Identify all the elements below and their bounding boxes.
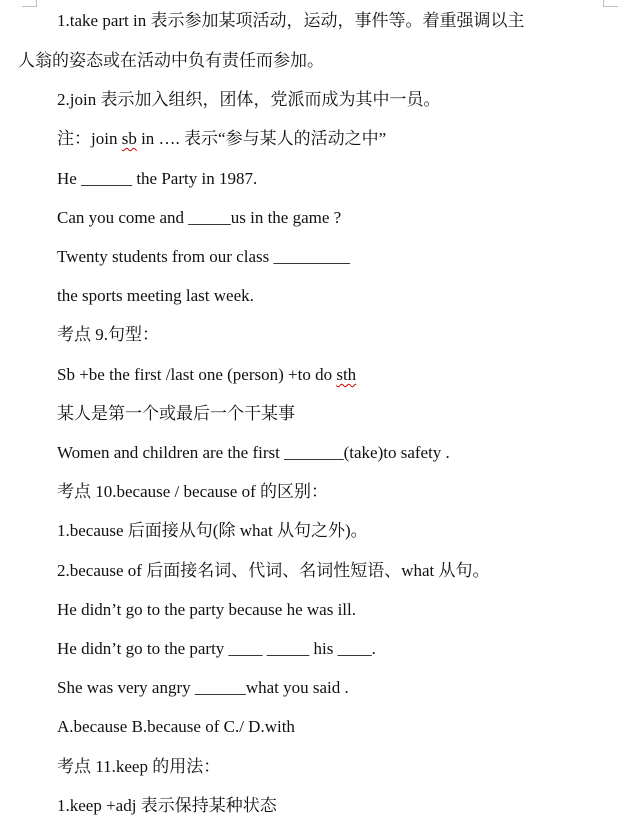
text-line-6: Can you come and _____us in the game ? — [57, 208, 342, 227]
text-line-15: 2.because of 后面接名词、代词、名词性短语、what 从句。 — [57, 561, 490, 580]
text-line-19: A.because B.because of C./ D.with — [57, 717, 295, 736]
text-line-21: 1.keep +adj 表示保持某种状态 — [57, 796, 277, 815]
text-line-18: She was very angry ______what you said . — [57, 678, 349, 697]
text-line-4 — [57, 128, 386, 150]
text-line-7: Twenty students from our class _________ — [57, 247, 350, 266]
spelling-flag-sb: sb — [121, 129, 137, 148]
join-note-prefix: 注：join — [57, 129, 122, 148]
section-heading-11: 考点 11.keep 的用法： — [57, 757, 221, 776]
join-note-rest: in …. 表示“参与某人的活动之中” — [136, 129, 387, 148]
text-line-8: the sports meeting last week. — [57, 286, 254, 305]
text-line-5: He ______ the Party in 1987. — [57, 169, 258, 188]
text-line-14: 1.because 后面接从句(除 what 从句之外)。 — [57, 521, 368, 540]
text-line-3: 2.join 表示加入组织，团体，党派而成为其中一员。 — [57, 90, 441, 109]
section-heading-10: 考点 10.because / because of 的区别： — [57, 482, 328, 501]
text-line-17: He didn’t go to the party ____ _____ his ____. — [57, 639, 376, 658]
spelling-flag-sth: sth — [336, 365, 357, 384]
text-line-11: 某人是第一个或最后一个干某事 — [57, 404, 295, 423]
page-corner-mark-right — [603, 0, 618, 7]
text-line-10 — [57, 364, 356, 386]
text-line-16: He didn’t go to the party because he was ill. — [57, 600, 356, 619]
sentence-pattern: Sb +be the first /last one (person) +to do — [57, 365, 337, 384]
text-line-12: Women and children are the first _______(take)to safety . — [57, 443, 450, 462]
text-line-1: 1.take part in 表示参加某项活动，运动，事件等。着重强调以主 — [57, 11, 525, 30]
section-heading-9: 考点 9.句型： — [57, 325, 159, 344]
page-corner-mark-left — [22, 0, 37, 7]
text-line-2: 人翁的姿态或在活动中负有责任而参加。 — [18, 51, 324, 70]
